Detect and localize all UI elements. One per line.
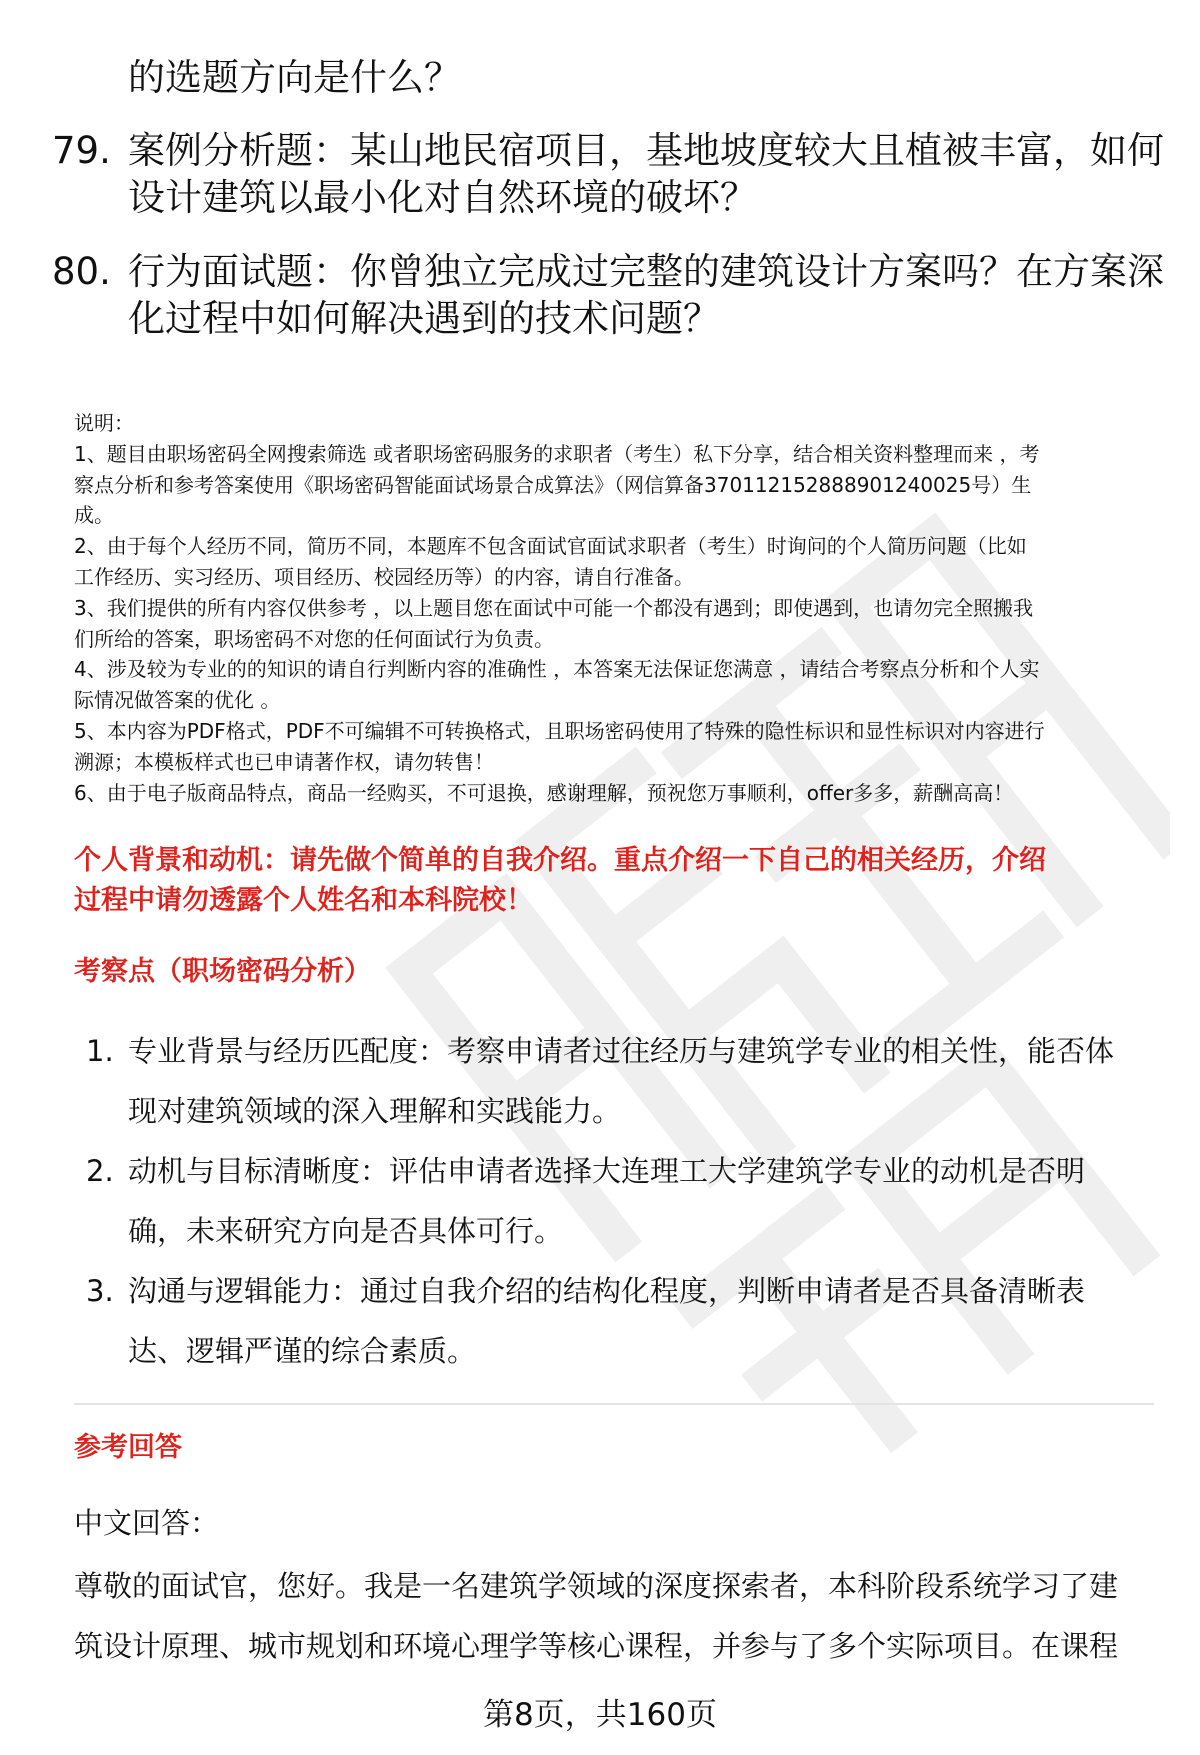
assessment-point-number: 3. — [86, 1274, 114, 1308]
current-question-line-2: 过程中请勿透露个人姓名和本科院校！ — [74, 885, 533, 916]
assessment-point-3-line-2: 达、逻辑严谨的综合素质。 — [128, 1334, 477, 1368]
question-80-line-2: 化过程中如何解决遇到的技术问题？ — [128, 297, 720, 340]
assessment-point-1-line-2: 现对建筑领域的深入理解和实践能力。 — [128, 1094, 622, 1128]
notes-line: 溯源；本模板样式也已申请著作权，请勿转售！ — [74, 749, 494, 774]
assessment-heading: 考察点（职场密码分析） — [74, 956, 371, 987]
question-80-line-1: 行为面试题：你曾独立完成过完整的建筑设计方案吗？在方案深 — [128, 250, 1164, 293]
assessment-point-1-line-1: 专业背景与经历匹配度：考察申请者过往经历与建筑学专业的相关性，能否体 — [128, 1034, 1115, 1068]
notes-line: 们所给的答案，职场密码不对您的任何面试行为负责。 — [74, 626, 554, 651]
notes-line: 际情况做答案的优化 。 — [74, 688, 281, 713]
notes-line: 4、涉及较为专业的的知识的请自行判断内容的准确性 ，本答案无法保证您满意 ，请结合考察点分析和个人实 — [74, 657, 1040, 682]
notes-line: 3、我们提供的所有内容仅供参考 ，以上题目您在面试中可能一个都没有遇到；即使遇到，也请勿完全照搬我 — [74, 595, 1034, 620]
page-number-footer: 第8页，共160页 — [483, 1697, 717, 1733]
question-79-line-2: 设计建筑以最小化对自然环境的破坏？ — [128, 176, 757, 219]
question-79-line-1: 案例分析题：某山地民宿项目，基地坡度较大且植被丰富，如何 — [128, 129, 1164, 172]
answer-language-label: 中文回答： — [74, 1506, 220, 1540]
notes-line: 说明： — [74, 411, 134, 435]
section-divider — [74, 1403, 1154, 1405]
answer-line-2: 筑设计原理、城市规划和环境心理学等核心课程，并参与了多个实际项目。在课程 — [74, 1629, 1119, 1663]
notes-line: 5、本内容为PDF格式，PDF不可编辑不可转换格式，且职场密码使用了特殊的隐性标识和显性标识对内容进行 — [74, 718, 1045, 743]
question-number-80: 80. — [52, 250, 111, 293]
notes-line: 工作经历、实习经历、项目经历、校园经历等）的内容，请自行准备。 — [74, 564, 694, 589]
notes-line: 6、由于电子版商品特点，商品一经购买，不可退换，感谢理解，预祝您万事顺利，offer多多，薪酬高高！ — [74, 780, 1014, 805]
disclaimer-notes — [74, 408, 1164, 808]
question-number-79: 79. — [52, 129, 111, 172]
assessment-point-number: 2. — [86, 1154, 114, 1188]
assessment-point-3-line-1: 沟通与逻辑能力：通过自我介绍的结构化程度，判断申请者是否具备清晰表 — [128, 1274, 1086, 1308]
notes-line: 2、由于每个人经历不同，简历不同，本题库不包含面试官面试求职者（考生）时询问的个人简历问题（比如 — [74, 534, 1027, 559]
answer-line-1: 尊敬的面试官，您好。我是一名建筑学领域的深度探索者，本科阶段系统学习了建 — [74, 1569, 1119, 1603]
assessment-point-2-line-2: 确，未来研究方向是否具体可行。 — [128, 1214, 564, 1248]
assessment-point-2-line-1: 动机与目标清晰度：评估申请者选择大连理工大学建筑学专业的动机是否明 — [128, 1154, 1086, 1188]
current-question-line-1: 个人背景和动机：请先做个简单的自我介绍。重点介绍一下自己的相关经历，介绍 — [74, 845, 1046, 876]
previous-question-continuation: 的选题方向是什么？ — [128, 56, 461, 99]
notes-line: 察点分析和参考答案使用《职场密码智能面试场景合成算法》（网信算备370112152888901240025号）生 — [74, 472, 1032, 497]
assessment-point-number: 1. — [86, 1034, 114, 1068]
notes-line: 成。 — [74, 503, 114, 528]
reference-heading: 参考回答 — [74, 1432, 182, 1463]
notes-line: 1、题目由职场密码全网搜索筛选 或者职场密码服务的求职者（考生）私下分享，结合相关资料整理而来 ，考 — [74, 441, 1040, 466]
